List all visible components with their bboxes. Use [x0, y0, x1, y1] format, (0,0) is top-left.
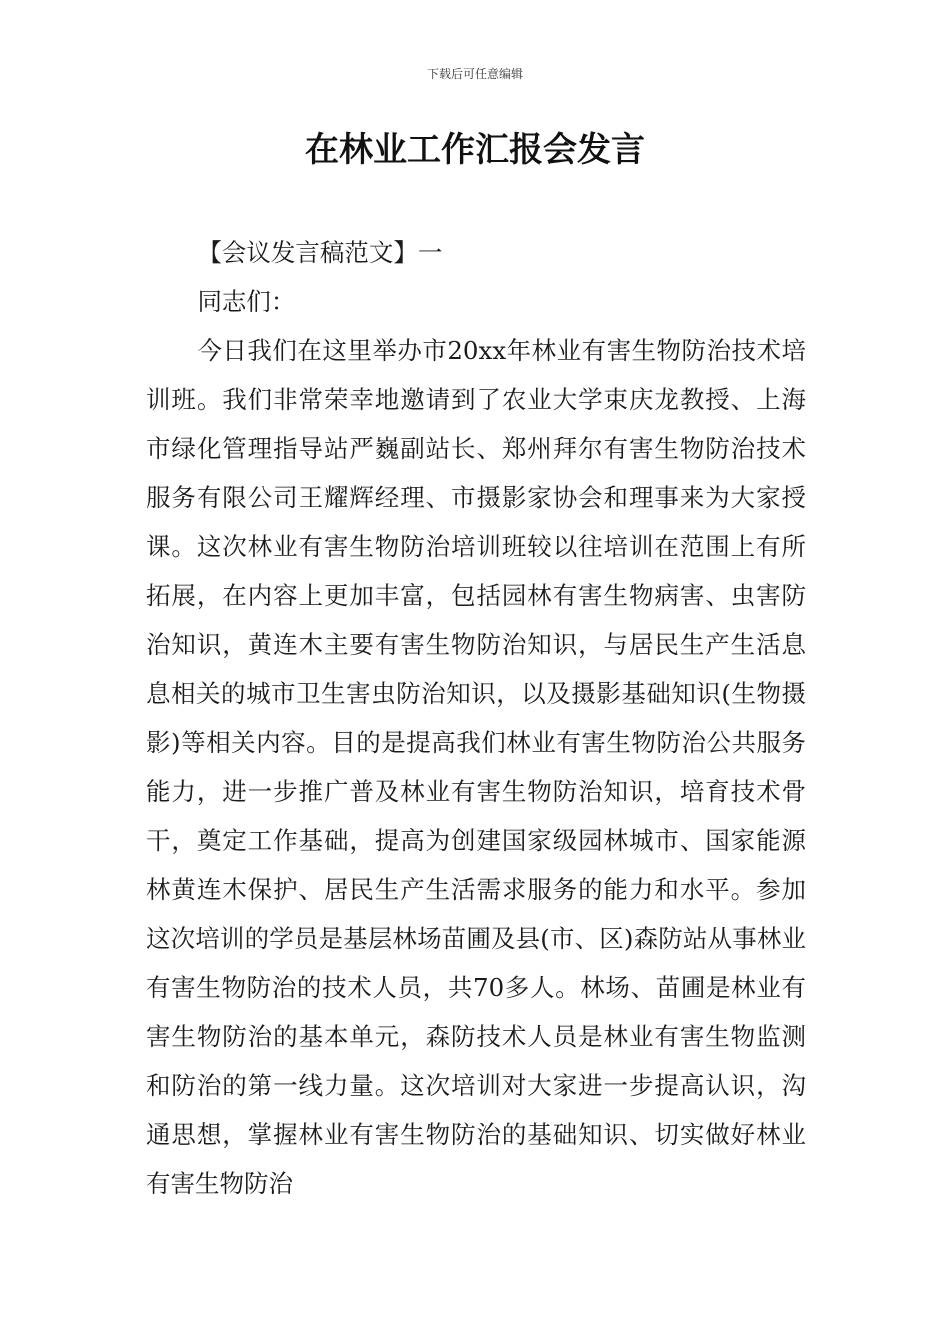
paragraph-salutation: 同志们：: [197, 287, 296, 316]
document-body: [146, 228, 806, 1208]
paragraph-main: 今日我们在这里举办市20xx年林业有害生物防治技术培训班。我们非常荣幸地邀请到了农业大学束庆龙教授、上海市绿化管理指导站严巍副站长、郑州拜尔有害生物防治技术服务有限公司王耀辉经理、市摄影家协会和理事来为大家授课。这次林业有害生物防治培训班较以往培训在范围上有所拓展，在内容上更加丰富，包括园林有害生物病害、虫害防治知识，黄连木主要有害生物防治知识，与居民生产生活息息相关的城市卫生害虫防治知识，以及摄影基础知识(生物摄影)等相关内容。目的是提高我们林业有害生物防治公共服务能力，进一步推广普及林业有害生物防治知识，培育技术骨干，奠定工作基础，提高为创建国家级园林城市、国家能源林黄连木保护、居民生产生活需求服务的能力和水平。参加这次培训的学员是基层林场苗圃及县(市、区)森防站从事林业有害生物防治的技术人员，共70多人。林场、苗圃是林业有害生物防治的基本单元，森防技术人员是林业有害生物监测和防治的第一线力量。这次培训对大家进一步提高认识，沟通思想，掌握林业有害生物防治的基础知识、切实做好林业有害生物防治: [146, 336, 806, 1198]
header-note: 下载后可任意编辑: [426, 67, 523, 81]
document-title: 在林业工作汇报会发言: [305, 130, 645, 170]
paragraph-category: 【会议发言稿范文】一: [197, 238, 443, 267]
